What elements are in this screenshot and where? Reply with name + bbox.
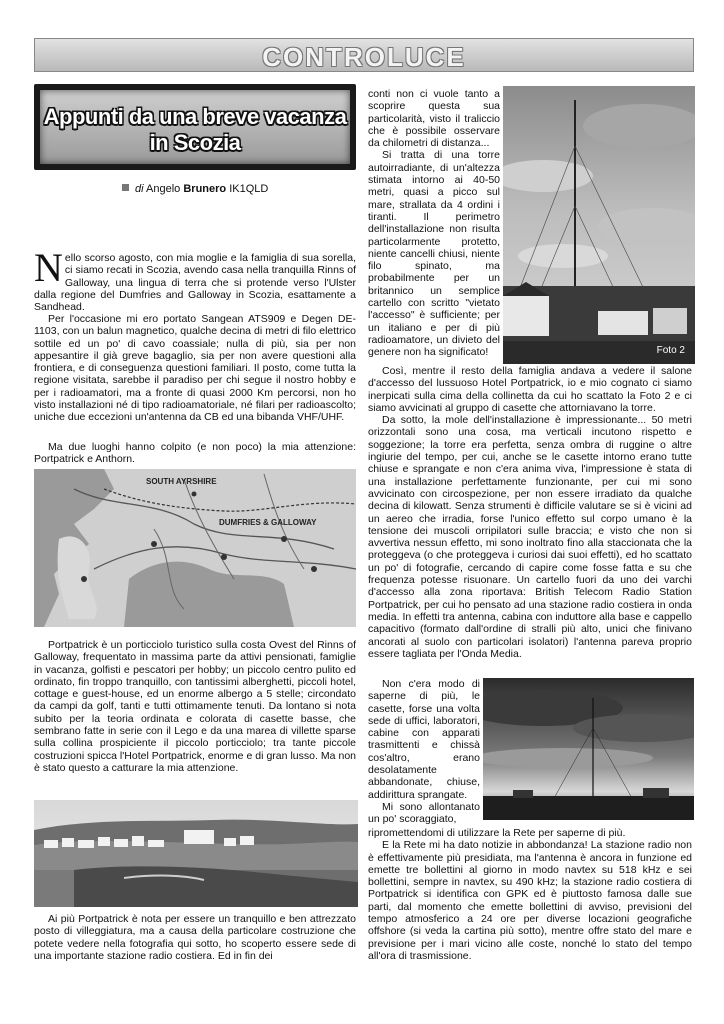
paragraph-non-cera: Non c'era modo di saperne di più, le casette, forse una volta sede di uffici, laboratori, cabine con apparati trasmittenti e chissà cos'altro, erano desolatamente abbandonate, chiuse, addirittura sprangate. — [368, 678, 480, 801]
paragraph-portpatrick: Portpatrick è un porticciolo turistico sulla costa Ovest del Rinns of Galloway, frequentato in massima parte da attivi pensionati, famiglie in vacanza, golfisti e pescatori per hobby; un piccolo centro pulito ed ordinato, fin troppo tranquillo, con tantissimi alberghetti, piccoli hotel, cottage e guest-house, ed un enorme albergo a 5 stelle; circondato da campi da golf, tanti e tutti ottimamente tenuti. Da lontano si nota subito per la teoria ordinata e colorata di casette basse, che sembrano fatte in serie con il Lego e da una marea di villette sparse sulla collina prospiciente il piccolo porticciolo; tra tante piccole costruzioni spicca l'Hotel Portpatrick, enorme e di gran lusso. Ma non è stato questo a catturare la mia attenzione. — [34, 639, 356, 774]
paragraph-rete: E la Rete mi ha dato notizie in abbondanza! La stazione radio non è effettivamente più presidiata, ma l'antenna è ancora in funzione ed emette tre bollettini al giorno in modo navtex su 518 kHz e sei bollettini, sempre in navtex, su 490 kHz; la stazione radio costiera di Portpatrick si identifica con GPK ed è piuttosto famosa dalle sue parti, dal momento che emette bollettini di avviso, previsioni del tempo atmosferico a 24 ore per diverse locazioni geografiche offshore (si veda la cartina più sotto), mentre offre stato del mare e previsione per i mari vicino alle coste, nonché lo stato del tempo all'ora di trasmissione. — [368, 839, 692, 962]
drop-cap: N — [34, 245, 63, 290]
byline-prefix: di — [135, 183, 144, 195]
paragraph-allontana: Mi sono allontanato un po' scoraggiato, — [368, 800, 480, 826]
map-label-dumfries: DUMFRIES & GALLOWAY — [219, 518, 317, 527]
byline-bullet-icon — [122, 184, 129, 191]
map-label-region: SOUTH AYRSHIRE — [146, 477, 217, 486]
byline-callsign: IK1QLD — [229, 183, 269, 195]
paragraph-rete-block — [368, 827, 692, 962]
paragraph-intro-text: ello scorso agosto, con mia moglie e la famiglia di sua sorella, ci siamo recati in Scozia, avendo casa nella tranquilla Rinns of Galloway, una lingua di terra che si protende verso l'Ulster dalla regione del Dumfries and Galloway in Scozia, esattamente a Sandhead. — [34, 252, 356, 314]
paragraph-cosi: Così, mentre il resto della famiglia andava a vedere il salone d'accesso del lussuoso Hotel Portpatrick, io e mio cognato ci siamo inerpicati sulla cima della collinetta da cui ho scattato la Foto 2 e ci siamo avvicinati al gruppo di casette che attorniavano la torre. — [368, 365, 692, 414]
paragraph-coastal-station: Ai più Portpatrick è nota per essere un tranquillo e ben attrezzato posto di villeggiatura, ma a causa della particolare costruzione che potete vedere nella fotografia qui sotto, ho scoperto essere sede di una importante stazione radio costiera. Ed in fin dei — [34, 913, 356, 962]
article-title-line-1: Appunti da una breve vacanza — [43, 104, 347, 129]
paragraph-conti: conti non ci vuole tanto a scoprire questa sua particolarità, visto il traliccio che è possibile osservare da chilometri di distanza... — [368, 88, 500, 150]
paragraph-tower-column — [368, 88, 500, 359]
byline — [122, 183, 268, 195]
paragraph-two-places: Ma due luoghi hanno colpito (e non poco) la mia attenzione: Portpatrick e Anthorn. — [34, 441, 356, 466]
paragraph-abandoned-column — [368, 678, 480, 826]
byline-last-name: Brunero — [183, 183, 227, 195]
section-header — [34, 38, 694, 72]
article-title-panel — [40, 90, 350, 164]
harbor-photo — [34, 800, 358, 907]
paragraph-intro — [34, 245, 356, 314]
byline-first-name: Angelo — [146, 183, 181, 195]
paragraph-torre: Si tratta di una torre autoirradiante, di un'altezza stimata intorno ai 40-50 metri, quasi a picco sul mare, strallata da 4 ordini i tiranti. Il perimetro dell'installazione non risulta particolarmente protetto, niente cancelli chiusi, niente filo spinato, ma probabilmente per un britannico un semplice cartello con scritto "vietato l'accesso" è sufficiente; per un italiano e per di più radioamatore, un divieto del genere non ha significato! — [368, 149, 500, 359]
paragraph-cosi-block — [368, 365, 692, 660]
paragraph-ripromettendomi: ripromettendomi di utilizzare la Rete per saperne di più. — [368, 827, 626, 839]
paragraph-equipment: Per l'occasione mi ero portato Sangean ATS909 e Degen DE-1103, con un balun magnetico, qualche decina di metri di filo elettrico sottile ed un po' di cavo coassiale; nulla di più, sia per non appesantire il già greve bagaglio, sia per non avere questioni alla frontiera, e di conseguenza questioni familiari. Il posto, come tutta la regione visitata, sarebbe il paradiso per chi segue il nostro hobby e per i radioamatori, ma a fronte di quasi 2000 Km percorsi, non ho visto installazioni né di tipo radioamatoriale, né filari per radioascolto; uniche due eccezioni un'antenna da CB ed una bibanda VHF/UHF. — [34, 313, 356, 424]
tower-photo — [503, 86, 695, 364]
paragraph-da-sotto: Da sotto, la mole dell'installazione è impressionante... 50 metri orizzontali sono una cosa, ma verticali incutono rispetto e soggezione; la torre era perfetta, senza ombra di ruggine o altre ingiurie del tempo, per cui, anche se le casette intorno erano tutte chiuse e sprangate e non c'era anima viva, l'impressione è stata di una installazione perfettamente funzionante, per cui mi sono avvicinato con circospezione, per non essere irradiato da qualche decina di kilowatt. Senza strumenti è difficile valutare se si è vicini ad un aereo che irradia, forse l'unico effetto sul corpo umano è la tensione dei muscoli orripilatori sulle braccia; e visto che non si avvertiva nessun effetto, mi sono inoltrato fino alla staccionata che la proteggeva (o che proteggeva i curiosi dai suoi effetti), ed ho scattato un po' di fotografie, cercando di capire come fosse fatta e su che frequenza potesse risuonare. Un cartello fuori da uno dei varchi d'accesso alla zona riportava: British Telecom Radio Station Portpatrick, per cui ho pensato ad una stazione radio costiera in onda media. In effetti tra antenna, cabina con induttore alla base e cappello capacitivo (formato dall'ordine di stralli più alto, unici che finivano ancorati al suolo con particolari isolatori) l'antenna pareva proprio essere tagliata per l'Onda Media. — [368, 414, 692, 660]
region-map — [34, 469, 356, 627]
photo2-caption: Foto 2 — [656, 345, 685, 356]
article-title-box — [34, 84, 356, 170]
article-title-line-2: in Scozia — [149, 130, 241, 155]
section-title: CONTROLUCE — [262, 42, 466, 72]
dusk-tower-photo — [483, 678, 694, 820]
